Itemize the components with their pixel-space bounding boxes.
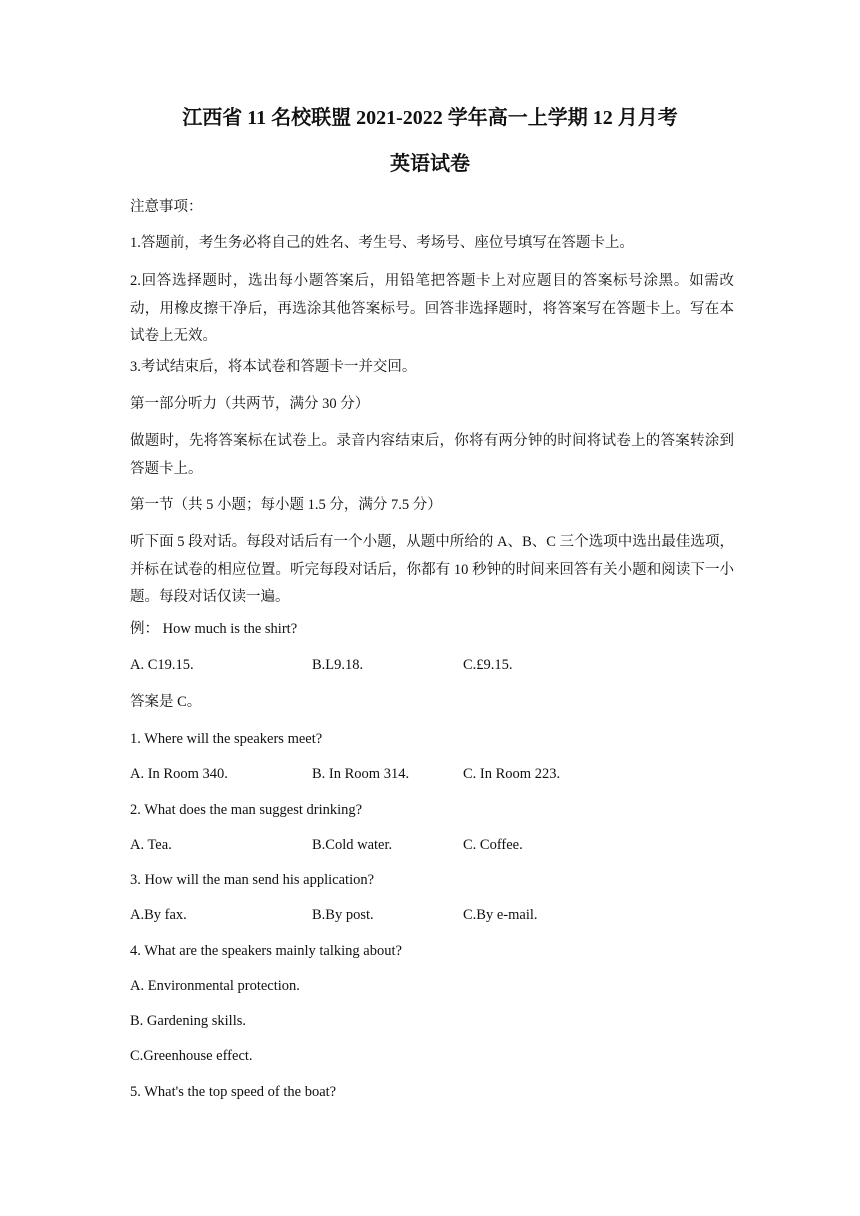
section1-instruction: 听下面 5 段对话。每段对话后有一个小题，从题中所给的 A、B、C 三个选项中选出最佳选项，并标在试卷的相应位置。听完每段对话后，你都有 10 秒钟的时间来回答有关小题和阅读下一小题。每段对话仅读一遍。 — [130, 534, 734, 605]
question-1-option-b: B. In Room 314. — [312, 766, 410, 782]
part1-instruction: 做题时，先将答案标在试卷上。录音内容结束后，你将有两分钟的时间将试卷上的答案转涂到答题卡上。 — [130, 433, 734, 477]
question-1-option-a: A. In Room 340. — [130, 766, 228, 782]
question-4: 4. What are the speakers mainly talking about? — [130, 943, 402, 959]
example-option-c: C.£9.15. — [463, 657, 513, 673]
question-3-option-b: B.By post. — [312, 907, 374, 923]
notice-heading: 注意事项： — [130, 199, 203, 215]
example-option-a: A. C19.15. — [130, 657, 194, 673]
question-4-option-a: A. Environmental protection. — [130, 978, 300, 994]
exam-title: 江西省 11 名校联盟 2021-2022 学年高一上学期 12 月月考 — [182, 107, 678, 129]
section1-heading: 第一节（共 5 小题；每小题 1.5 分，满分 7.5 分） — [130, 497, 442, 513]
example-option-b: B.L9.18. — [312, 657, 364, 673]
notice-item-2: 2.回答选择题时，选出每小题答案后，用铅笔把答题卡上对应题目的答案标号涂黑。如需改动，用橡皮擦干净后，再选涂其他答案标号。回答非选择题时，将答案写在答题卡上。写在本试卷上无效。 — [130, 273, 734, 344]
example-answer: 答案是 C。 — [130, 694, 202, 710]
question-2-option-a: A. Tea. — [130, 837, 172, 853]
question-1-option-c: C. In Room 223. — [463, 766, 561, 782]
question-3-option-c: C.By e-mail. — [463, 907, 538, 923]
question-3: 3. How will the man send his application? — [130, 872, 375, 888]
question-2-option-c: C. Coffee. — [463, 837, 523, 853]
question-2: 2. What does the man suggest drinking? — [130, 802, 363, 818]
notice-item-1: 1.答题前，考生务必将自己的姓名、考生号、考场号、座位号填写在答题卡上。 — [130, 235, 634, 251]
example-question: 例： How much is the shirt? — [130, 621, 298, 637]
question-2-option-b: B.Cold water. — [312, 837, 393, 853]
part1-heading: 第一部分听力（共两节，满分 30 分） — [130, 396, 370, 412]
notice-item-3: 3.考试结束后，将本试卷和答题卡一并交回。 — [130, 359, 417, 375]
question-4-option-b: B. Gardening skills. — [130, 1013, 246, 1029]
question-3-option-a: A.By fax. — [130, 907, 187, 923]
question-1: 1. Where will the speakers meet? — [130, 731, 323, 747]
question-4-option-c: C.Greenhouse effect. — [130, 1048, 253, 1064]
exam-subject-title: 英语试卷 — [390, 153, 470, 175]
question-5: 5. What's the top speed of the boat? — [130, 1084, 337, 1100]
